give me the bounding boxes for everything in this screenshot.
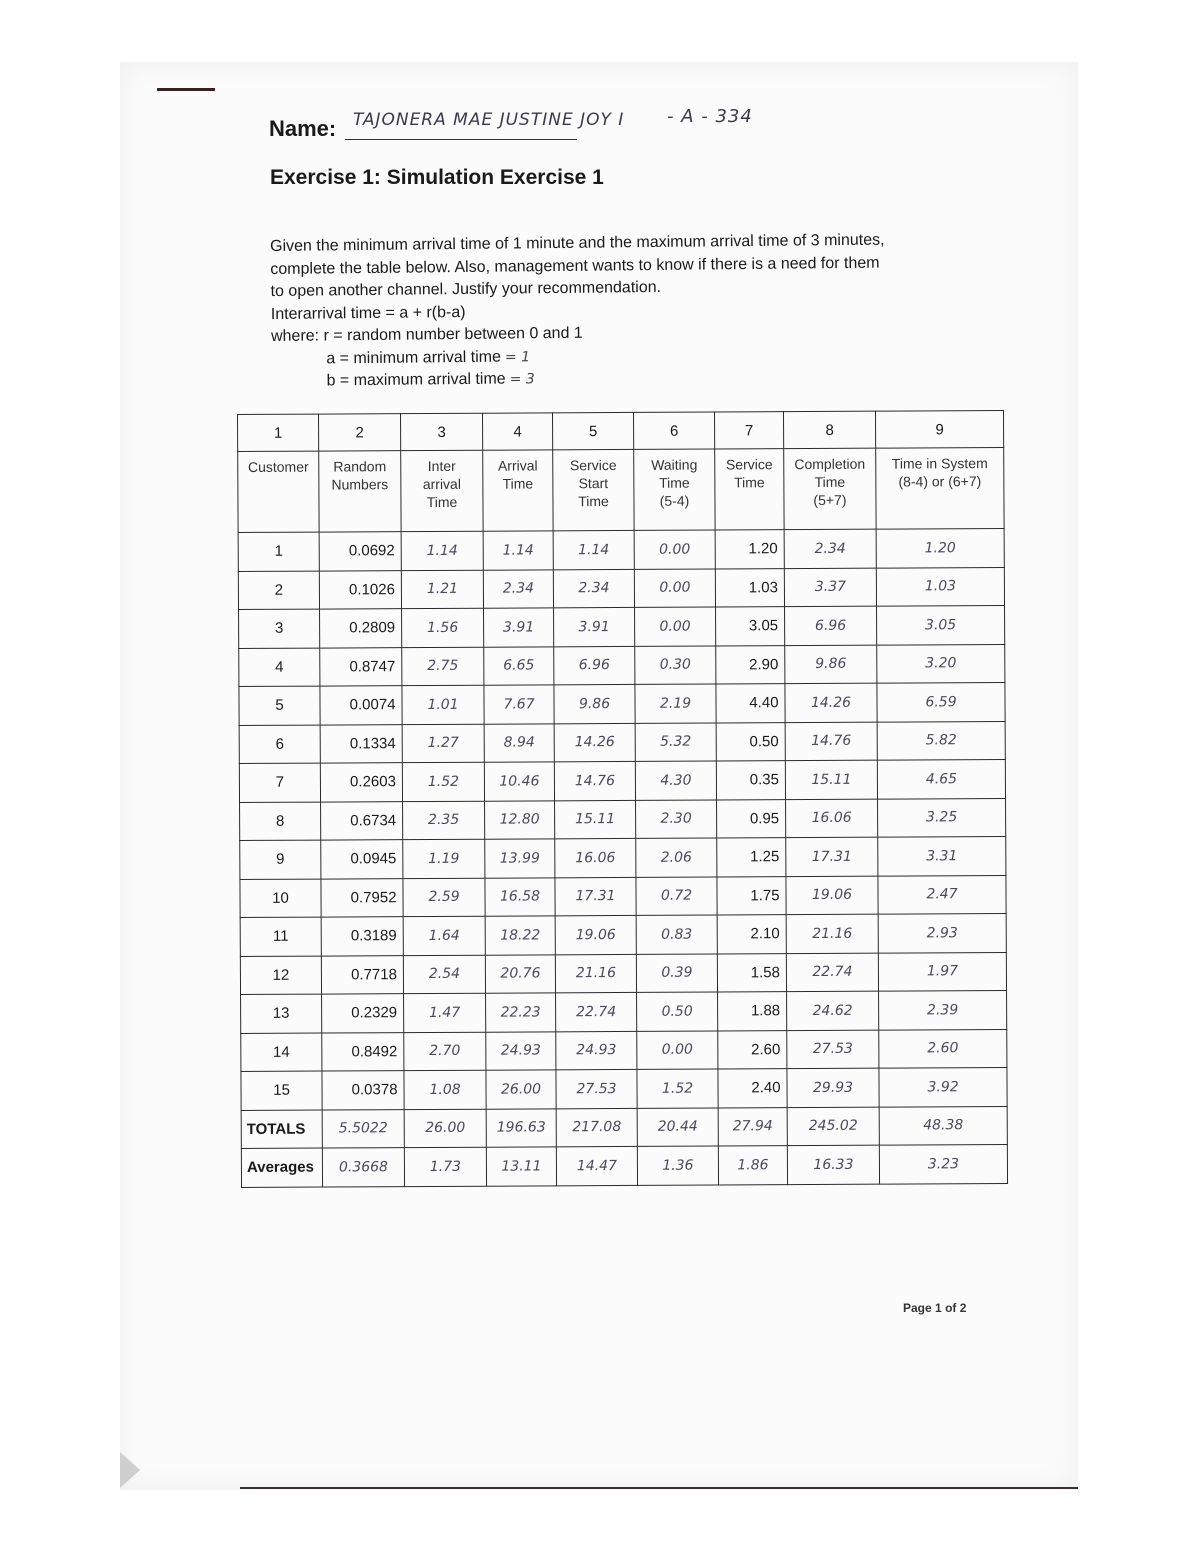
header-text: Start [578, 475, 609, 492]
service-time-cell: 1.75 [717, 876, 786, 915]
arrival-time-cell: 26.00 [486, 1070, 556, 1109]
arrival-time-cell: 12.80 [485, 800, 555, 839]
header-text: Time [734, 474, 765, 491]
where-line: where: r = random number between 0 and 1 [270, 324, 583, 345]
random-number-cell: 0.8747 [320, 647, 402, 686]
time-in-system-cell: 5.82 [877, 721, 1005, 760]
table-row [239, 644, 1005, 687]
column-number: 8 [783, 411, 875, 448]
time-in-system-cell: 3.20 [877, 644, 1005, 683]
time-in-system-cell: 2.39 [879, 990, 1007, 1029]
column-number: 4 [482, 413, 552, 450]
interarrival-time-cell: 2.75 [402, 647, 484, 686]
time-in-system-cell: 3.05 [877, 605, 1005, 644]
header-service-time [715, 449, 784, 530]
header-text: Time [659, 474, 690, 491]
arrival-time-cell: 1.14 [483, 531, 553, 570]
service-start-time-cell: 2.34 [553, 569, 634, 608]
service-start-time-cell: 3.91 [554, 607, 635, 646]
totals-label: TOTALS [241, 1110, 322, 1149]
header-text: Numbers [331, 476, 389, 493]
instructions [270, 228, 992, 393]
table-row [239, 721, 1005, 764]
service-time-cell: 2.60 [718, 1030, 787, 1069]
instruction-line: Given the minimum arrival time of 1 minute and the maximum arrival time of 3 minutes, [270, 231, 885, 255]
completion-time-cell: 14.76 [785, 722, 877, 761]
averages-time-in-system-cell: 3.23 [879, 1144, 1007, 1183]
service-start-time-cell: 19.06 [555, 915, 636, 954]
section-code-handwritten: - A - 334 [667, 106, 753, 127]
header-waiting-time [634, 449, 715, 530]
header-text: Waiting [651, 456, 698, 473]
waiting-time-cell: 4.30 [635, 761, 716, 800]
exercise-title: Exercise 1: Simulation Exercise 1 [270, 166, 604, 189]
service-start-time-cell: 27.53 [556, 1069, 637, 1108]
completion-time-cell: 3.37 [784, 568, 876, 607]
random-number-cell: 0.0378 [322, 1071, 404, 1110]
page-total: 2 [959, 1301, 967, 1315]
header-text: arrival [422, 475, 461, 493]
interarrival-time-cell: 1.27 [402, 724, 484, 763]
name-underline [345, 139, 577, 140]
time-in-system-cell: 1.20 [876, 528, 1004, 567]
table-row [240, 836, 1006, 879]
waiting-time-cell: 2.19 [635, 684, 716, 723]
table-row [241, 990, 1007, 1033]
time-in-system-cell: 1.03 [876, 567, 1004, 606]
column-number: 7 [714, 412, 783, 449]
header-text: Arrival [497, 457, 538, 474]
header-text: (5+7) [813, 491, 847, 508]
completion-time-cell: 27.53 [787, 1030, 879, 1069]
completion-time-cell: 16.06 [786, 799, 878, 838]
time-in-system-cell: 4.65 [877, 759, 1005, 798]
averages-label: Averages [241, 1148, 322, 1187]
column-number: 3 [401, 413, 483, 450]
arrival-time-cell: 22.23 [486, 993, 556, 1032]
totals-completion-time-cell: 245.02 [787, 1107, 879, 1146]
header-interarrival-time [401, 450, 483, 531]
customer-number-cell: 1 [238, 532, 319, 571]
customer-number-cell: 2 [238, 571, 319, 610]
time-in-system-cell: 3.31 [878, 836, 1006, 875]
completion-time-cell: 6.96 [785, 606, 877, 645]
random-number-cell: 0.7718 [321, 955, 403, 994]
interarrival-time-cell: 2.59 [403, 878, 485, 917]
time-in-system-cell: 3.25 [878, 798, 1006, 837]
student-name-handwritten: TAJONERA MAE JUSTINE JOY I [353, 110, 625, 130]
averages-arrival-time-cell: 13.11 [486, 1147, 556, 1186]
averages-service-time-cell: 1.86 [718, 1146, 787, 1185]
bottom-rule [240, 1487, 1078, 1489]
header-completion-time [784, 448, 876, 529]
interarrival-time-cell: 1.21 [401, 570, 483, 609]
service-time-cell: 0.95 [717, 799, 786, 838]
random-number-cell: 0.0074 [320, 686, 402, 725]
arrival-time-cell: 3.91 [484, 608, 554, 647]
totals-service-time-cell: 27.94 [718, 1107, 787, 1146]
waiting-time-cell: 5.32 [635, 722, 716, 761]
completion-time-cell: 22.74 [786, 953, 878, 992]
page-current: 1 [935, 1301, 942, 1315]
interarrival-time-cell: 2.70 [404, 1032, 486, 1071]
column-number: 1 [238, 414, 319, 451]
waiting-time-cell: 0.72 [636, 876, 717, 915]
service-time-cell: 2.90 [716, 645, 785, 684]
b-definition-text: b = maximum arrival time [326, 370, 506, 390]
interarrival-time-cell: 1.64 [403, 916, 485, 955]
completion-time-cell: 24.62 [787, 991, 879, 1030]
table-row [239, 759, 1005, 802]
random-number-cell: 0.6734 [321, 801, 403, 840]
customer-number-cell: 3 [239, 609, 320, 648]
service-time-cell: 1.88 [718, 992, 787, 1031]
arrival-time-cell: 20.76 [485, 954, 555, 993]
interarrival-time-cell: 2.35 [403, 801, 485, 840]
service-time-cell: 0.50 [716, 722, 785, 761]
customer-number-cell: 9 [240, 840, 321, 879]
service-start-time-cell: 17.31 [555, 877, 636, 916]
header-text: Inter [427, 457, 456, 475]
completion-time-cell: 21.16 [786, 914, 878, 953]
top-margin-mark [157, 88, 215, 91]
random-number-cell: 0.8492 [322, 1032, 404, 1071]
customer-number-cell: 7 [239, 763, 320, 802]
service-start-time-cell: 14.26 [554, 723, 635, 762]
service-start-time-cell: 1.14 [553, 530, 634, 569]
header-random-numbers [319, 451, 401, 532]
service-start-time-cell: 9.86 [554, 684, 635, 723]
service-start-time-cell: 14.76 [554, 761, 635, 800]
random-number-cell: 0.2809 [320, 609, 402, 648]
waiting-time-cell: 1.52 [637, 1069, 718, 1108]
time-in-system-cell: 2.93 [878, 913, 1006, 952]
time-in-system-cell: 3.92 [879, 1067, 1007, 1106]
customer-number-cell: 10 [240, 879, 321, 918]
averages-row [241, 1144, 1007, 1187]
customer-number-cell: 11 [240, 917, 321, 956]
time-in-system-cell: 6.59 [877, 682, 1005, 721]
table-row [241, 1067, 1007, 1110]
instruction-line: complete the table below. Also, management wants to know if there is a need for them [270, 254, 880, 278]
waiting-time-cell: 0.50 [637, 992, 718, 1031]
service-time-cell: 1.20 [715, 530, 784, 569]
service-time-cell: 1.25 [717, 838, 786, 877]
waiting-time-cell: 0.00 [634, 568, 715, 607]
header-arrival-time [483, 450, 553, 531]
header-text: Time [814, 473, 846, 490]
averages-service-start-time-cell: 14.47 [556, 1146, 637, 1185]
random-number-cell: 0.0945 [321, 840, 403, 879]
table-row [238, 567, 1004, 610]
header-text: Service [725, 456, 773, 473]
time-in-system-cell: 2.60 [879, 1029, 1007, 1068]
waiting-time-cell: 0.83 [636, 915, 717, 954]
header-text: (8-4) or (6+7) [898, 473, 982, 490]
arrival-time-cell: 10.46 [484, 762, 554, 801]
arrival-time-cell: 6.65 [484, 646, 554, 685]
page-number [903, 1301, 966, 1315]
service-time-cell: 1.58 [717, 953, 786, 992]
totals-row [241, 1106, 1007, 1149]
random-number-cell: 0.2329 [322, 994, 404, 1033]
formula-line: Interarrival time = a + r(b-a) [270, 303, 466, 323]
header-text: Time [578, 493, 609, 510]
waiting-time-cell: 2.06 [636, 838, 717, 877]
random-number-cell: 0.7952 [321, 878, 403, 917]
column-number: 9 [875, 410, 1003, 448]
service-time-cell: 3.05 [716, 607, 785, 646]
arrival-time-cell: 24.93 [486, 1031, 556, 1070]
averages-completion-time-cell: 16.33 [787, 1145, 879, 1184]
interarrival-time-cell: 1.56 [402, 608, 484, 647]
service-start-time-cell: 16.06 [555, 838, 636, 877]
service-start-time-cell: 21.16 [555, 954, 636, 993]
customer-number-cell: 4 [239, 648, 320, 687]
waiting-time-cell: 0.30 [635, 645, 716, 684]
service-start-time-cell: 22.74 [556, 992, 637, 1031]
random-number-cell: 0.1026 [319, 570, 401, 609]
table-row [240, 875, 1006, 918]
averages-waiting-time-cell: 1.36 [637, 1146, 718, 1185]
header-time-in-system [876, 447, 1004, 529]
interarrival-time-cell: 1.14 [401, 531, 483, 570]
totals-interarrival-time-cell: 26.00 [404, 1109, 486, 1148]
customer-number-cell: 12 [240, 956, 321, 995]
header-text: Time in System [891, 455, 988, 472]
completion-time-cell: 17.31 [786, 837, 878, 876]
interarrival-time-cell: 1.01 [402, 685, 484, 724]
column-number: 5 [552, 412, 633, 449]
header-row [238, 447, 1004, 532]
arrival-time-cell: 7.67 [484, 685, 554, 724]
header-text: Time [426, 493, 458, 511]
completion-time-cell: 9.86 [785, 645, 877, 684]
waiting-time-cell: 0.39 [636, 953, 717, 992]
name-label: Name: [269, 116, 337, 141]
corner-shadow [120, 1452, 140, 1488]
service-time-cell: 0.35 [716, 761, 785, 800]
customer-number-cell: 15 [241, 1071, 322, 1110]
header-text: Customer [247, 458, 309, 475]
averages-random-number-cell: 0.3668 [322, 1148, 404, 1187]
totals-time-in-system-cell: 48.38 [879, 1106, 1007, 1145]
arrival-time-cell: 16.58 [485, 877, 555, 916]
customer-number-cell: 5 [239, 686, 320, 725]
service-time-cell: 4.40 [716, 684, 785, 723]
header-text: Service [569, 457, 617, 474]
header-text: Completion [794, 455, 866, 473]
service-time-cell: 2.40 [718, 1069, 787, 1108]
arrival-time-cell: 13.99 [485, 839, 555, 878]
waiting-time-cell: 2.30 [636, 799, 717, 838]
table-row [238, 528, 1004, 571]
random-number-cell: 0.0692 [319, 532, 401, 571]
time-in-system-cell: 1.97 [878, 952, 1006, 991]
table-row [239, 682, 1005, 725]
waiting-time-cell: 0.00 [634, 530, 715, 569]
interarrival-time-cell: 1.08 [404, 1070, 486, 1109]
service-start-time-cell: 15.11 [555, 800, 636, 839]
completion-time-cell: 19.06 [786, 876, 878, 915]
table-row [241, 1029, 1007, 1072]
completion-time-cell: 29.93 [787, 1068, 879, 1107]
column-number: 6 [633, 412, 714, 449]
averages-interarrival-time-cell: 1.73 [404, 1147, 486, 1186]
column-number-row [238, 410, 1004, 451]
table-row [239, 605, 1005, 648]
interarrival-time-cell: 2.54 [403, 955, 485, 994]
page-prefix: Page [903, 1301, 932, 1315]
totals-random-number-cell: 5.5022 [322, 1109, 404, 1148]
waiting-time-cell: 0.00 [635, 607, 716, 646]
a-definition-text: a = minimum arrival time [326, 348, 502, 367]
customer-number-cell: 6 [239, 725, 320, 764]
instruction-line: to open another channel. Justify your recommendation. [270, 278, 662, 300]
completion-time-cell: 14.26 [785, 683, 877, 722]
column-number: 2 [319, 414, 401, 451]
interarrival-time-cell: 1.19 [403, 839, 485, 878]
random-number-cell: 0.3189 [321, 917, 403, 956]
a-value-handwritten: = 1 [504, 348, 531, 366]
page-of: of [945, 1301, 957, 1315]
service-time-cell: 1.03 [715, 568, 784, 607]
totals-arrival-time-cell: 196.63 [486, 1108, 556, 1147]
waiting-time-cell: 0.00 [637, 1030, 718, 1069]
customer-number-cell: 13 [241, 994, 322, 1033]
totals-service-start-time-cell: 217.08 [556, 1108, 637, 1147]
completion-time-cell: 15.11 [785, 760, 877, 799]
customer-number-cell: 14 [241, 1033, 322, 1072]
totals-waiting-time-cell: 20.44 [637, 1107, 718, 1146]
table-row [240, 952, 1006, 995]
completion-time-cell: 2.34 [784, 529, 876, 568]
customer-number-cell: 8 [240, 802, 321, 841]
name-line [269, 106, 789, 146]
header-service-start-time [553, 449, 634, 530]
header-customer [238, 451, 319, 532]
service-start-time-cell: 6.96 [554, 646, 635, 685]
arrival-time-cell: 2.34 [483, 569, 553, 608]
arrival-time-cell: 8.94 [484, 723, 554, 762]
random-number-cell: 0.1334 [320, 724, 402, 763]
simulation-table [237, 410, 1008, 1188]
table-row [240, 913, 1006, 956]
time-in-system-cell: 2.47 [878, 875, 1006, 914]
interarrival-time-cell: 1.47 [404, 993, 486, 1032]
random-number-cell: 0.2603 [320, 763, 402, 802]
service-start-time-cell: 24.93 [556, 1031, 637, 1070]
header-text: Time [502, 475, 534, 492]
b-value-handwritten: = 3 [509, 371, 535, 388]
interarrival-time-cell: 1.52 [402, 762, 484, 801]
table-row [240, 798, 1006, 841]
header-text: (5-4) [659, 492, 690, 509]
header-text: Random [333, 458, 387, 475]
service-time-cell: 2.10 [717, 915, 786, 954]
arrival-time-cell: 18.22 [485, 916, 555, 955]
